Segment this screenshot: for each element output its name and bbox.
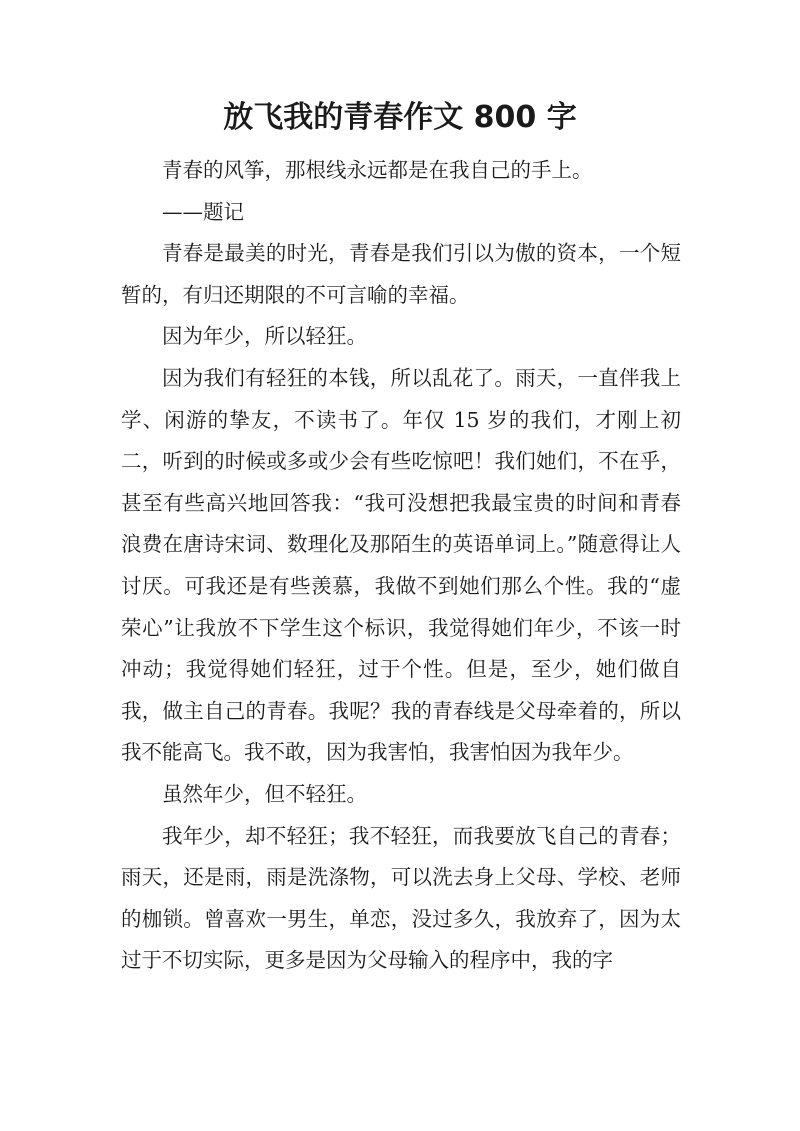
paragraph-epigraph: 青春的风筝，那根线永远都是在我自己的手上。	[162, 158, 593, 182]
paragraph: 因为我们有轻狂的本钱，所以乱花了。雨天，一直伴我上学、闲游的挚友，不读书了。年仅 15 岁的我们，才刚上初二，听到的时候或多或少会有些吃惊吧！我们她们，不在乎，甚至有些高兴地回答我：“我可没想把我最宝贵的时间和青春浪费在唐诗宋词、数理化及那陌生的英语单词上。”随意得让人讨厌。可我还是有些羡慕，我做不到她们那么个性。我的“虚荣心”让我放不下学生这个标识，我觉得她们年少，不该一时冲动；我觉得她们轻狂，过于个性。但是，至少，她们做自我，做主自己的青春。我呢？我的青春线是父母牵着的，所以我不能高飞。我不敢，因为我害怕，我害怕因为我年少。	[121, 365, 681, 765]
paragraph: 因为年少，所以轻狂。	[162, 324, 367, 349]
paragraph: 青春是最美的时光，青春是我们引以为傲的资本，一个短暂的，有归还期限的不可言喻的幸福。	[121, 241, 681, 307]
paragraph: 我年少，却不轻狂；我不轻狂，而我要放飞自己的青春；雨天，还是雨，雨是洗涤物，可以洗去身上父母、学校、老师的枷锁。曾喜欢一男生，单恋，没过多久，我放弃了，因为太过于不切实际，更多是因为父母输入的程序中，我的字	[121, 823, 681, 973]
paragraph-epigraph-attribution: ——题记	[162, 199, 244, 224]
document-title: 放飞我的青春作文 800 字	[223, 100, 577, 135]
paragraph: 虽然年少，但不轻狂。	[162, 781, 367, 806]
document-body	[121, 150, 681, 982]
